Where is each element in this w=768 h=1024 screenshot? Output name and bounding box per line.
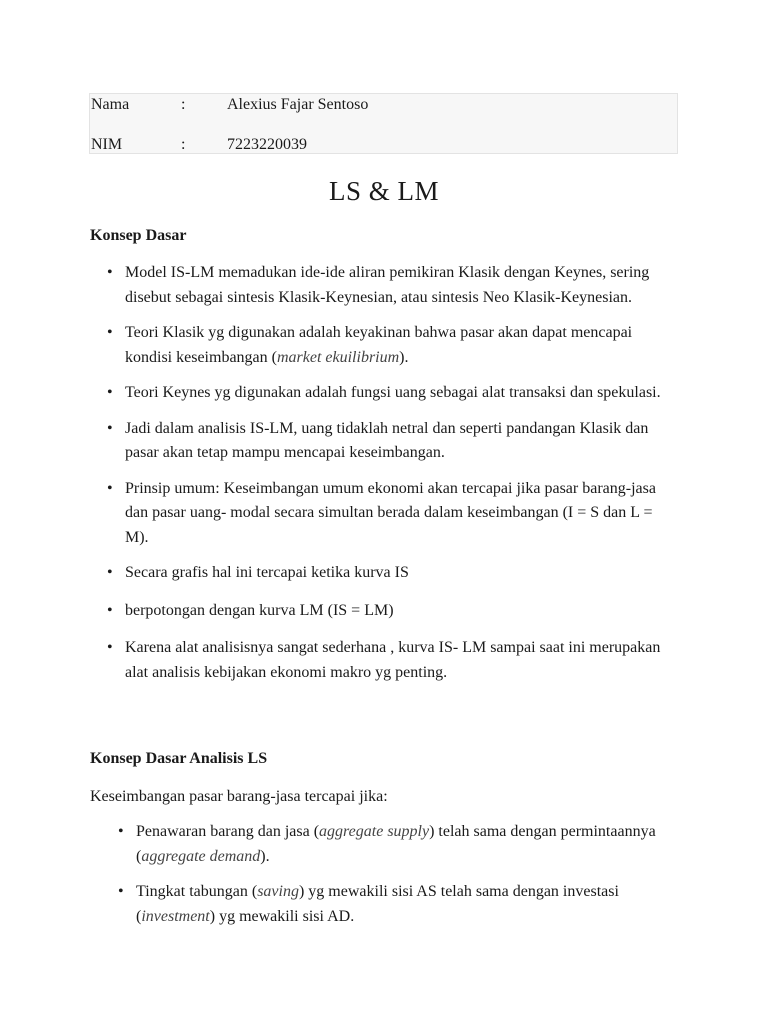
student-info-box [89,93,678,154]
section-heading-konsep-dasar: Konsep Dasar [90,227,187,244]
list-item [125,599,665,624]
list-item [125,321,665,370]
bullet-text: Teori Klasik yg digunakan adalah keyakinan bahwa pasar akan dapat mencapai kondisi keseimbangan ( [125,324,633,366]
nim-label: NIM [91,136,123,153]
italic-term: aggregate supply [319,823,430,840]
bullet-text: Teori Keynes yg digunakan adalah fungsi uang sebagai alat transaksi dan spekulasi. [125,384,661,401]
list-item [125,381,665,406]
list-item [125,261,665,310]
list-item [136,820,676,869]
italic-term: market ekuilibrium [276,348,400,366]
bullet-text: Jadi dalam analisis IS-LM, uang tidaklah netral dan seperti pandangan Klasik dan pasar akan tetap mampu mencapai keseimbangan. [125,419,649,461]
konsep-dasar-bullet-list [125,261,665,685]
bullet-text: ) yg mewakili sisi AD. [209,907,355,925]
section-heading-analisis-ls: Konsep Dasar Analisis LS [90,750,268,767]
analisis-ls-bullet-list [136,820,676,929]
bullet-text: ). [260,847,270,865]
bullet-text: ) yg mewakili sisi AS telah sama dengan investasi ( [136,883,619,925]
italic-term: investment [141,907,210,925]
nim-colon: : [181,136,186,153]
list-item [125,561,665,586]
bullet-text: Penawaran barang dan jasa ( [136,823,320,840]
nim-value: 7223220039 [227,136,307,153]
bullet-text: berpotongan dengan kurva LM (IS = LM) [125,601,394,619]
intro-paragraph: Keseimbangan pasar barang-jasa tercapai jika: [90,788,388,805]
bullet-text: Model IS-LM memadukan ide-ide aliran pemikiran Klasik dengan Keynes, sering disebut sebagai sintesis Klasik-Keynesian, atau sintesis Neo Klasik-Keynesian. [125,264,650,306]
italic-term: saving [257,883,299,900]
bullet-text: Karena alat analisisnya sangat sederhana , kurva IS- LM sampai saat ini merupakan alat analisis kebijakan ekonomi makro yg penting. [125,639,661,681]
bullet-text: Tingkat tabungan ( [136,883,258,900]
list-item [125,477,665,551]
name-value: Alexius Fajar Sentoso [227,96,369,113]
bullet-text: Prinsip umum: Keseimbangan umum ekonomi akan tercapai jika pasar barang-jasa dan pasar uang- modal secara simultan berada dalam keseimbangan (I = S dan L = M). [125,479,656,546]
list-item [125,636,665,685]
bullet-text: Secara grafis hal ini tercapai ketika kurva IS [125,564,409,581]
list-item [125,417,665,466]
italic-term: aggregate demand [141,847,261,865]
name-label: Nama [91,96,130,113]
bullet-text: ). [399,348,409,366]
list-item [136,880,676,929]
name-colon: : [181,96,186,113]
document-title: LS & LM [328,176,439,206]
bullet-text: ) telah sama dengan permintaannya ( [136,823,656,865]
